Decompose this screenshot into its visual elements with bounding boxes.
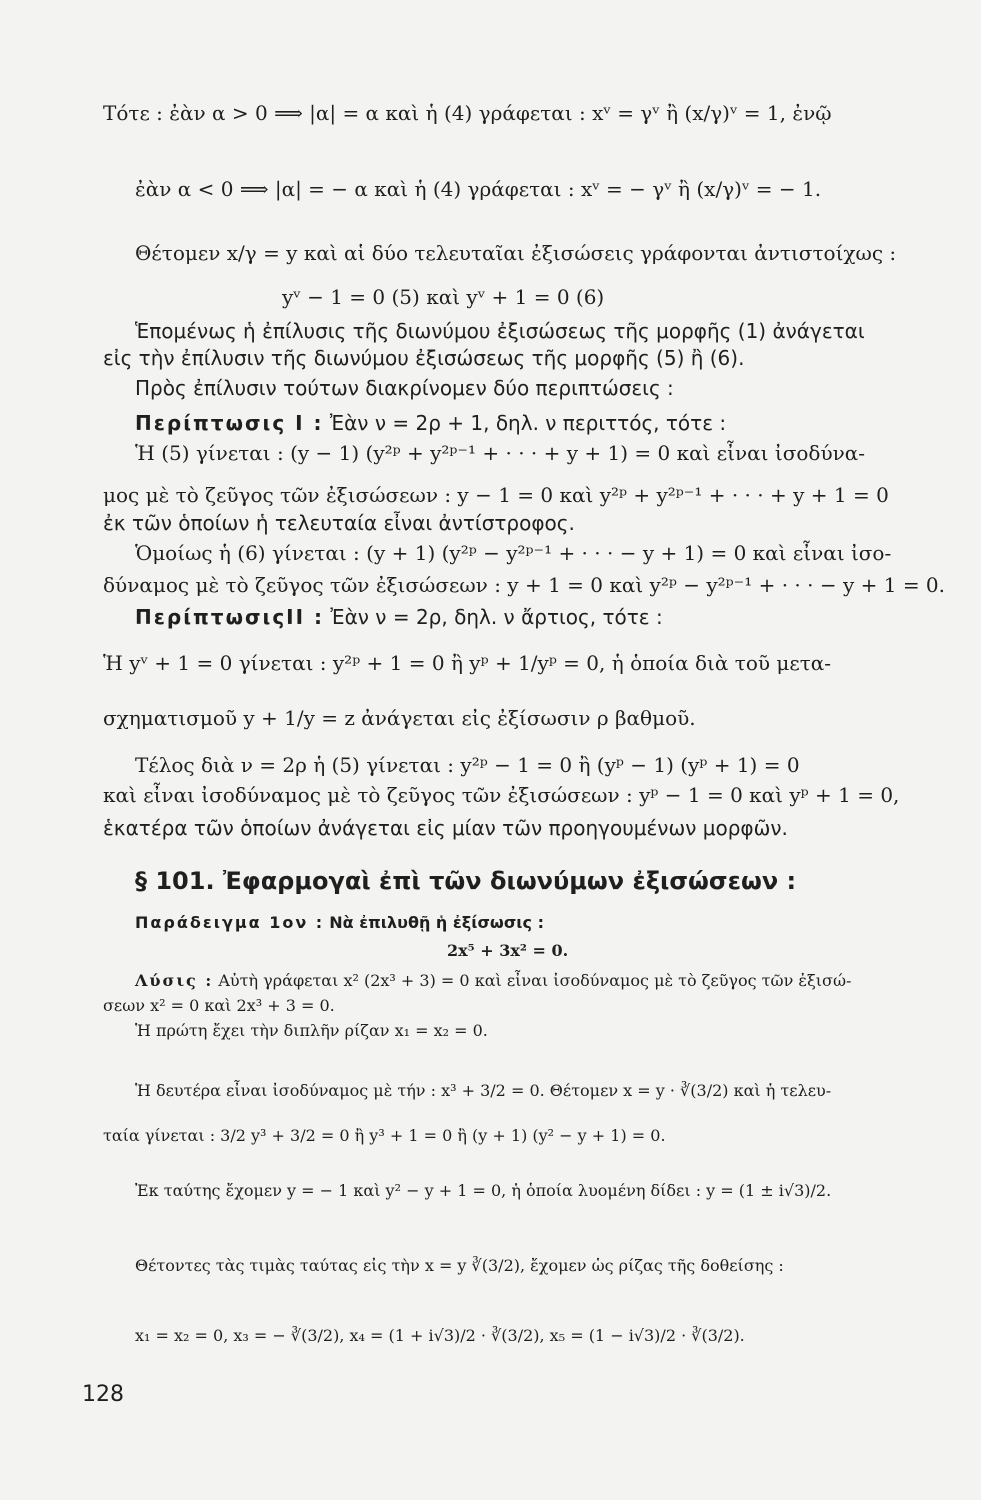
case-2-line: [135, 604, 663, 630]
text-line: εἰς τὴν ἐπίλυσιν τῆς διωνύμου ἐξισώσεως τῆς μορφῆς (5) ἢ (6).: [103, 346, 745, 370]
section-title: § 101. Ἐφαρμογαὶ ἐπὶ τῶν διωνύμων ἐξισώσεων :: [135, 867, 797, 895]
text-line: Ἡ δευτέρα εἶναι ἰσοδύναμος μὲ τήν : x³ + 3/2 = 0. Θέτομεν x = y · ∛(3/2) καὶ ἡ τελευ-: [135, 1081, 832, 1100]
case-1-heading: Περίπτωσις Ι :: [135, 411, 324, 435]
case-2-intro: Ἐὰν ν = 2ρ, δηλ. ν ἄρτιος, τότε :: [330, 605, 663, 629]
text-line: ταία γίνεται : 3/2 y³ + 3/2 = 0 ἢ y³ + 1 = 0 ἢ (y + 1) (y² − y + 1) = 0.: [103, 1126, 666, 1145]
text-line: ἑκατέρα τῶν ὁποίων ἀνάγεται εἰς μίαν τῶν προηγουμένων μορφῶν.: [103, 816, 788, 840]
case-1-intro: Ἐὰν ν = 2ρ + 1, δηλ. ν περιττός, τότε :: [329, 411, 727, 435]
text-line: Τέλος διὰ ν = 2ρ ἡ (5) γίνεται : y²ᵖ − 1 = 0 ἢ (yᵖ − 1) (yᵖ + 1) = 0: [135, 753, 800, 777]
text-line: Πρὸς ἐπίλυσιν τούτων διακρίνομεν δύο περιπτώσεις :: [135, 376, 674, 400]
text-line: Ἡ yᵛ + 1 = 0 γίνεται : y²ᵖ + 1 = 0 ἢ yᵖ + 1/yᵖ = 0, ἡ ὁποία διὰ τοῦ μετα-: [103, 651, 832, 675]
text-line: Θέτοντες τὰς τιμὰς ταύτας εἰς τὴν x = y ∛(3/2), ἔχομεν ὡς ρίζας τῆς δοθείσης :: [135, 1256, 784, 1275]
solution-label: Λύσις :: [135, 971, 214, 990]
text-line: Ἡ πρώτη ἔχει τὴν διπλῆν ρίζαν x₁ = x₂ = 0.: [135, 1021, 488, 1040]
case-1-line: [135, 410, 726, 436]
text-line: Ἡ (5) γίνεται : (y − 1) (y²ᵖ + y²ᵖ⁻¹ + · · · + y + 1) = 0 καὶ εἶναι ἰσοδύνα-: [135, 441, 866, 465]
text-line: Ὁμοίως ἡ (6) γίνεται : (y + 1) (y²ᵖ − y²ᵖ⁻¹ + · · · − y + 1) = 0 καὶ εἶναι ἰσο-: [135, 541, 892, 565]
text-line: Ἑπομένως ἡ ἐπίλυσις τῆς διωνύμου ἐξισώσεως τῆς μορφῆς (1) ἀνάγεται: [135, 319, 865, 343]
example-heading: Παράδειγμα 1ον :: [135, 913, 325, 932]
example-equation: 2x⁵ + 3x² = 0.: [447, 941, 569, 960]
equation-line: yᵛ − 1 = 0 (5) καὶ yᵛ + 1 = 0 (6): [282, 285, 605, 309]
text-line: σεων x² = 0 καὶ 2x³ + 3 = 0.: [103, 996, 335, 1015]
text-line: ἐκ τῶν ὁποίων ἡ τελευταία εἶναι ἀντίστροφος.: [103, 511, 575, 535]
solution-text: Αὐτὴ γράφεται x² (2x³ + 3) = 0 καὶ εἶναι ἰσοδύναμος μὲ τὸ ζεῦγος τῶν ἐξισώ-: [218, 971, 852, 990]
text-line: Ἐκ ταύτης ἔχομεν y = − 1 καὶ y² − y + 1 = 0, ἡ ὁποία λυομένη δίδει : y = (1 ± i√3)/2.: [135, 1181, 832, 1200]
text-line: καὶ εἶναι ἰσοδύναμος μὲ τὸ ζεῦγος τῶν ἐξισώσεων : yᵖ − 1 = 0 καὶ yᵖ + 1 = 0,: [103, 783, 900, 807]
text-line: Θέτομεν x/γ = y καὶ αἱ δύο τελευταῖαι ἐξισώσεις γράφονται ἀντιστοίχως :: [135, 241, 897, 265]
text-line: δύναμος μὲ τὸ ζεῦγος τῶν ἐξισώσεων : y + 1 = 0 καὶ y²ᵖ − y²ᵖ⁻¹ + · · · − y + 1 = 0.: [103, 573, 946, 597]
solution-line: [135, 970, 851, 992]
text-line: μος μὲ τὸ ζεῦγος τῶν ἐξισώσεων : y − 1 = 0 καὶ y²ᵖ + y²ᵖ⁻¹ + · · · + y + 1 = 0: [103, 483, 889, 507]
roots-line: x₁ = x₂ = 0, x₃ = − ∛(3/2), x₄ = (1 + i√3)/2 · ∛(3/2), x₅ = (1 − i√3)/2 · ∛(3/2).: [135, 1326, 745, 1345]
page-number: 128: [82, 1382, 124, 1407]
example-task: Νὰ ἐπιλυθῇ ἡ ἐξίσωσις :: [329, 913, 544, 932]
text-line: Τότε : ἐὰν α > 0 ⟹ |α| = α καὶ ἡ (4) γράφεται : xᵛ = γᵛ ἢ (x/γ)ᵛ = 1, ἐνῷ: [103, 101, 832, 125]
text-line: ἐὰν α < 0 ⟹ |α| = − α καὶ ἡ (4) γράφεται : xᵛ = − γᵛ ἢ (x/γ)ᵛ = − 1.: [135, 177, 822, 201]
example-heading-line: [135, 912, 544, 934]
text-line: σχηματισμοῦ y + 1/y = z ἀνάγεται εἰς ἐξίσωσιν ρ βαθμοῦ.: [103, 706, 696, 730]
case-2-heading: ΠερίπτωσιςΙΙ :: [135, 605, 325, 629]
